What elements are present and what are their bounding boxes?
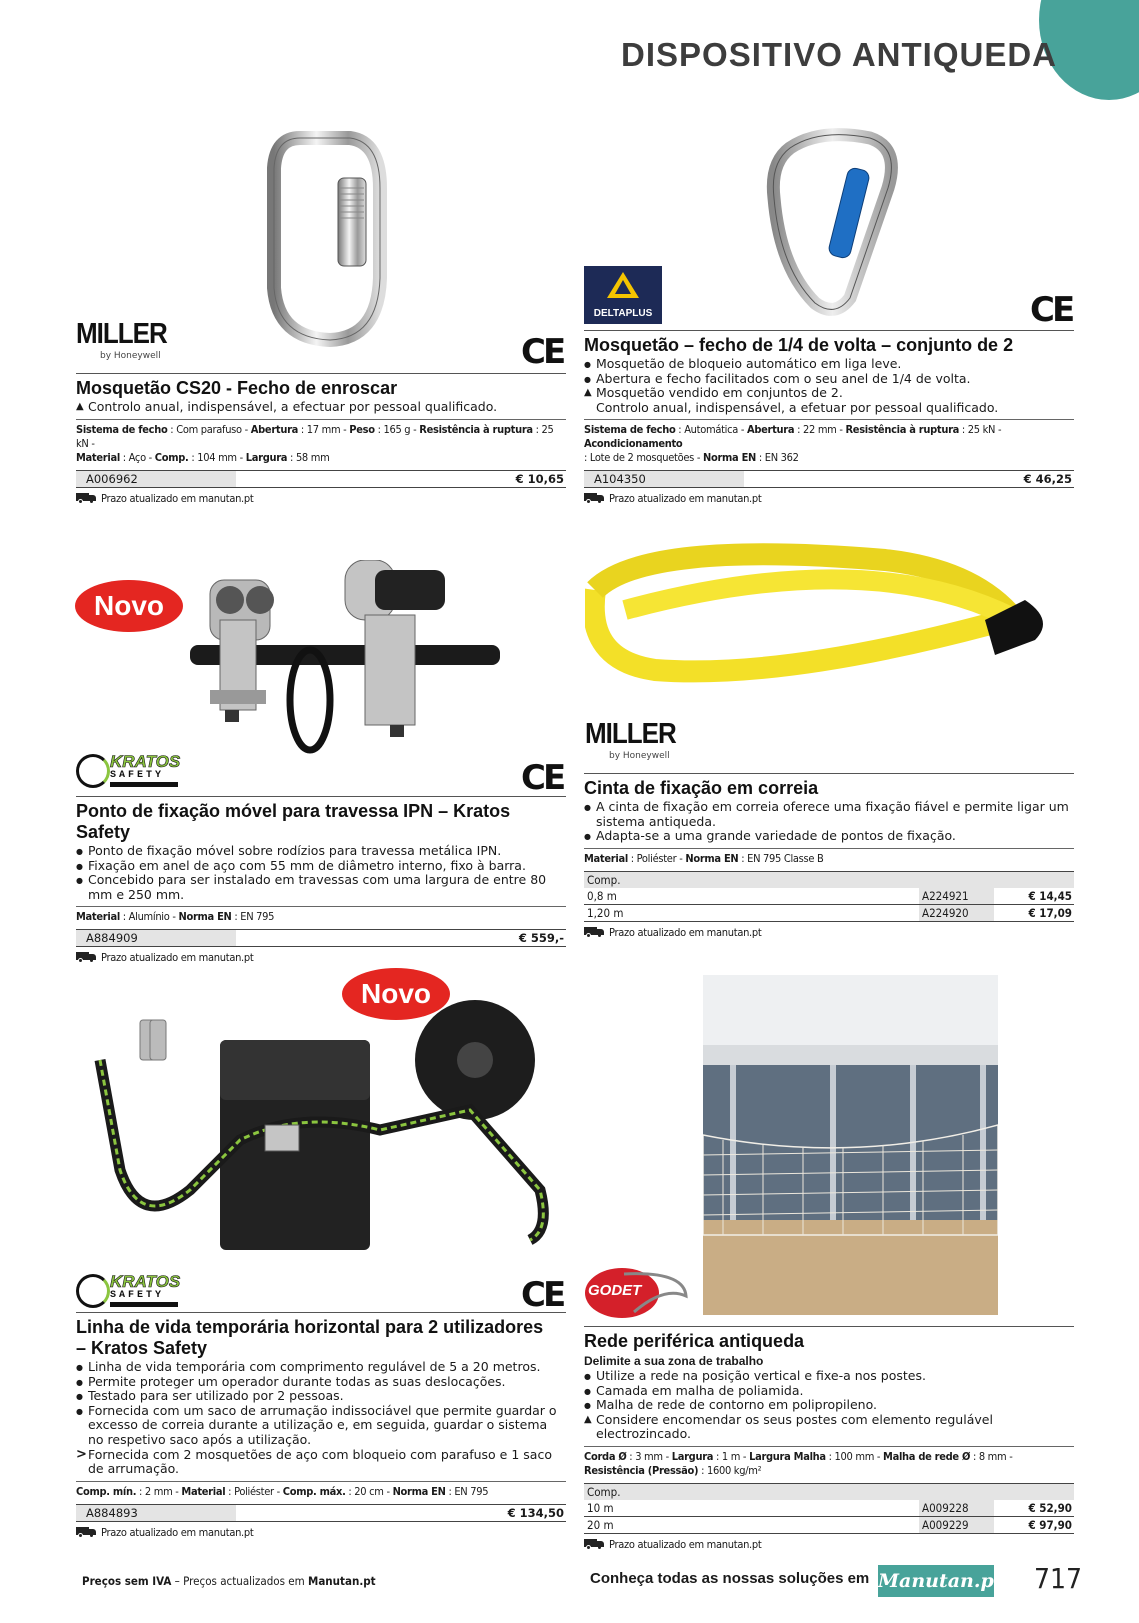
footer-cta: Conheça todas as nossas soluções em xyxy=(590,1570,870,1587)
footer-sep: – Preços actualizados em xyxy=(171,1574,309,1588)
bullet-item: ● Mosquetão de bloqueio automático em liga leve. xyxy=(584,357,1074,372)
product-card-cs20 xyxy=(76,373,566,505)
spec-value: Poliéster xyxy=(636,851,677,865)
spec-value: EN 362 xyxy=(764,451,799,465)
spec-key: Norma EN xyxy=(702,451,757,465)
variant-size: 20 m xyxy=(587,1517,614,1532)
delivery-truck-icon xyxy=(76,952,96,963)
delivery-truck-icon xyxy=(584,927,604,938)
spec-value: 8 mm xyxy=(978,1449,1007,1463)
spec-key: Sistema de fecho xyxy=(584,423,676,437)
bullet-item: ● Permite proteger um operador durante todas as suas deslocações. xyxy=(76,1375,566,1390)
product-title: Ponto de fixação móvel para travessa IPN – Kratos Safety xyxy=(76,801,511,842)
variant-table xyxy=(584,1483,1074,1534)
spec-value: 1 m xyxy=(721,1449,741,1463)
brand-logo-deltaplus xyxy=(584,266,662,324)
brand-logo-godet-text: GODET xyxy=(588,1282,642,1299)
variant-size: 1,20 m xyxy=(587,905,624,920)
bullet-item: ● Utilize a rede na posição vertical e fixe-a nos postes. xyxy=(584,1369,1074,1384)
brand-logo-deltaplus-text: DELTAPLUS xyxy=(593,308,653,319)
brand-logo-miller-text: MILLER xyxy=(585,716,676,750)
variant-reference[interactable]: A009229 xyxy=(919,1517,994,1533)
spec-value: EN 795 xyxy=(240,910,275,924)
product-specs: Material : Poliéster - Norma EN : EN 795 Classe B xyxy=(584,848,1074,866)
spec-key: Largura Malha xyxy=(749,1449,826,1463)
divider xyxy=(76,373,566,374)
product-title: Cinta de fixação em correia xyxy=(584,778,819,798)
brand-logo-miller-text: MILLER xyxy=(76,316,167,350)
shipping-text[interactable]: Prazo atualizado em manutan.pt xyxy=(609,925,762,939)
product-lead: Delimite a sua zona de trabalho xyxy=(584,1354,764,1368)
divider xyxy=(584,1326,1074,1327)
spec-value: 100 mm xyxy=(834,1449,875,1463)
spec-key: Peso xyxy=(349,422,375,436)
bullet-item: ● Adapta-se a uma grande variedade de pontos de fixação. xyxy=(584,829,1074,844)
variant-size: 10 m xyxy=(587,1500,614,1515)
brand-logo-kratos-safety: SAFETY xyxy=(110,770,165,781)
divider xyxy=(584,330,1074,331)
variant-row xyxy=(584,1517,1074,1534)
shipping-info xyxy=(76,492,566,505)
spec-key: Comp. máx. xyxy=(282,1484,346,1498)
spec-value: EN 795 xyxy=(454,1484,489,1498)
ce-mark-icon: CE xyxy=(521,332,564,372)
product-image-carabiner-cs20 xyxy=(260,128,400,350)
spec-key: Malha de rede Ø xyxy=(883,1449,971,1463)
spec-value: 104 mm xyxy=(197,450,237,464)
spec-value: 17 mm xyxy=(306,422,341,436)
spec-value: 2 mm xyxy=(144,1484,173,1498)
spec-value: Com parafuso xyxy=(176,422,242,436)
variant-table-header: Comp. xyxy=(584,1483,1074,1500)
product-card-quarter-turn xyxy=(584,330,1074,505)
shipping-info xyxy=(76,1526,566,1539)
product-specs: Sistema de fecho : Automática - Abertura : 22 mm - Resistência à ruptura : 25 kN - Acondicionamento : Lote de 2 mosquetões - Norma EN : EN 362 xyxy=(584,419,1074,465)
section-title: DISPOSITIVO ANTIQUEDA xyxy=(621,36,1057,73)
divider xyxy=(584,773,1074,774)
spec-value: 165 g xyxy=(383,422,411,436)
product-card-webbing-sling xyxy=(584,773,1074,939)
spec-key: Material xyxy=(584,851,628,865)
spec-key: Material xyxy=(76,450,120,464)
kratos-ring-icon xyxy=(76,1274,110,1308)
spec-value: Aço xyxy=(128,450,146,464)
product-reference[interactable]: A884909 xyxy=(76,930,236,946)
product-image-horizontal-lifeline-kit xyxy=(80,990,560,1280)
brand-logo-miller xyxy=(76,318,167,361)
footer-note xyxy=(82,1574,376,1588)
spec-value: 1600 kg/m² xyxy=(706,1463,762,1477)
product-bullets xyxy=(584,1369,1074,1442)
product-card-lifeline xyxy=(76,1312,566,1539)
bullet-item: ● Testado para ser utilizado por 2 pessoas. xyxy=(76,1389,566,1404)
page-number: 717 xyxy=(1034,1562,1083,1595)
shipping-text[interactable]: Prazo atualizado em manutan.pt xyxy=(101,1525,254,1539)
shipping-text[interactable]: Prazo atualizado em manutan.pt xyxy=(609,1537,762,1551)
ce-mark-icon: CE xyxy=(521,758,564,798)
bullet-item: ● Malha de rede de contorno em polipropileno. xyxy=(584,1398,1074,1413)
product-image-webbing-sling xyxy=(585,530,1065,700)
brand-logo-miller xyxy=(585,718,676,761)
product-bullets xyxy=(76,400,566,415)
shipping-info xyxy=(584,492,1074,505)
brand-logo-miller-by: by Honeywell xyxy=(100,351,161,361)
bullet-item: ▲ Mosquetão vendido em conjuntos de 2. xyxy=(584,386,1074,401)
bullet-item: ● A cinta de fixação em correia oferece uma fixação fiável e permite ligar um sistema antiqueda. xyxy=(584,800,1074,829)
spec-key: Largura xyxy=(671,1449,714,1463)
spec-key: Comp. mín. xyxy=(76,1484,137,1498)
product-price: € 46,25 xyxy=(1023,472,1072,487)
product-bullets xyxy=(584,800,1074,844)
brand-logo-kratos-text: KRATOS xyxy=(110,752,181,771)
brand-logo-miller-by: by Honeywell xyxy=(609,751,670,761)
brand-logo-kratos xyxy=(76,1272,186,1310)
product-specs: Material : Alumínio - Norma EN : EN 795 xyxy=(76,906,566,924)
brand-logo-godet xyxy=(584,1266,688,1320)
product-title: Mosquetão CS20 - Fecho de enroscar xyxy=(76,378,398,398)
brand-logo-kratos xyxy=(76,752,186,790)
spec-key: Material xyxy=(181,1484,226,1498)
spec-value: Alumínio xyxy=(128,910,170,924)
shipping-text[interactable]: Prazo atualizado em manutan.pt xyxy=(101,491,254,505)
novo-badge: Novo xyxy=(75,580,183,632)
spec-key: Material xyxy=(76,910,120,924)
spec-key: Abertura xyxy=(250,422,299,436)
variant-price: € 52,90 xyxy=(1028,1500,1072,1515)
spec-value: 20 cm xyxy=(354,1484,384,1498)
variant-reference[interactable]: A224920 xyxy=(919,905,994,921)
variant-reference[interactable]: A224921 xyxy=(919,888,994,904)
spec-key: Comp. xyxy=(154,450,189,464)
spec-key: Sistema de fecho xyxy=(76,422,168,436)
price-row xyxy=(76,470,566,488)
shipping-info xyxy=(584,926,1074,939)
variant-row xyxy=(584,1500,1074,1517)
product-specs: Sistema de fecho : Com parafuso - Abertura : 17 mm - Peso : 165 g - Resistência à ruptura : 25 kN - Material : Aço - Comp. : 104 mm - Largura : 58 mm xyxy=(76,419,566,465)
bullet-item: ● Ponto de fixação móvel sobre rodízios para travessa metálica IPN. xyxy=(76,844,566,859)
product-title: Mosquetão – fecho de 1/4 de volta – conjunto de 2 xyxy=(584,335,1014,355)
shipping-text[interactable]: Prazo atualizado em manutan.pt xyxy=(609,492,762,506)
spec-key: Norma EN xyxy=(178,910,232,924)
ce-mark-icon: CE xyxy=(1030,290,1073,330)
product-bullets xyxy=(76,1360,566,1477)
divider xyxy=(76,796,566,797)
price-row xyxy=(76,929,566,947)
bullet-item: ● Fornecida com um saco de arrumação indissociável que permite guardar o excesso de correia durante a utilização e, em seguida, guardar o sistema no respetivo saco após a utilização. xyxy=(76,1404,566,1448)
bullet-item: ● Concebido para ser instalado em travessas com uma largura de entre 80 mm e 250 mm. xyxy=(76,873,566,902)
deltaplus-triangle-icon xyxy=(584,266,662,306)
product-specs: Comp. mín. : 2 mm - Material : Poliéster - Comp. máx. : 20 cm - Norma EN : EN 795 xyxy=(76,1481,566,1499)
divider xyxy=(76,1312,566,1313)
product-reference[interactable]: A884893 xyxy=(76,1505,236,1521)
variant-table-header: Comp. xyxy=(584,871,1074,888)
bullet-item: ▲ Controlo anual, indispensável, a efectuar por pessoal qualificado. xyxy=(76,400,566,415)
bullet-item: ● Camada em malha de poliamida. xyxy=(584,1384,1074,1399)
ce-mark-icon: CE xyxy=(521,1275,564,1315)
product-image-perimeter-net xyxy=(703,975,998,1315)
kratos-ring-icon xyxy=(76,754,110,788)
spec-key: Resistência (Pressão) xyxy=(584,1463,699,1477)
spec-value: 3 mm xyxy=(635,1449,663,1463)
spec-key: Resistência à ruptura xyxy=(845,423,960,437)
spec-value: 58 mm xyxy=(295,450,330,464)
product-card-beam-anchor xyxy=(76,796,566,964)
spec-key: Abertura xyxy=(746,423,795,437)
spec-key: Resistência à ruptura xyxy=(419,422,533,436)
bullet-item: ● Abertura e fecho facilitados com o seu anel de 1/4 de volta. xyxy=(584,372,1074,387)
footer-vat-note: Preços sem IVA xyxy=(82,1574,172,1588)
spec-key: Acondicionamento xyxy=(584,437,683,451)
kratos-underline xyxy=(110,782,178,787)
spec-value: Automática xyxy=(684,423,739,437)
product-card-perimeter-net xyxy=(584,1326,1074,1551)
bullet-item: ● Fixação em anel de aço com 55 mm de diâmetro interno, fixo à barra. xyxy=(76,859,566,874)
spec-key: Corda Ø xyxy=(584,1449,627,1463)
spec-value: 25 kN xyxy=(76,422,554,450)
brand-logo-kratos-safety: SAFETY xyxy=(110,1290,165,1301)
shipping-info xyxy=(76,951,566,964)
spec-key: Norma EN xyxy=(685,851,739,865)
product-image-carabiner-quarter-turn xyxy=(760,128,900,316)
delivery-truck-icon xyxy=(76,493,96,504)
product-bullets xyxy=(584,357,1074,415)
bullet-item: > Fornecida com 2 mosquetões de aço com bloqueio com parafuso e 1 saco de arrumação. xyxy=(76,1448,566,1477)
product-image-beam-trolley xyxy=(190,560,530,760)
variant-price: € 14,45 xyxy=(1028,888,1072,903)
variant-size: 0,8 m xyxy=(587,888,617,903)
variant-reference[interactable]: A009228 xyxy=(919,1500,994,1516)
product-bullets xyxy=(76,844,566,902)
delivery-truck-icon xyxy=(584,1539,604,1550)
bullet-item-continued: Controlo anual, indispensável, a efetuar por pessoal qualificado. xyxy=(596,399,999,415)
shipping-text[interactable]: Prazo atualizado em manutan.pt xyxy=(101,951,254,965)
delivery-truck-icon xyxy=(584,493,604,504)
spec-key: Largura xyxy=(245,450,288,464)
footer-site-link[interactable]: Manutan.pt xyxy=(308,1574,376,1588)
product-reference[interactable]: A104350 xyxy=(584,471,744,487)
spec-value: 25 kN xyxy=(967,423,996,437)
delivery-truck-icon xyxy=(76,1527,96,1538)
product-reference[interactable]: A006962 xyxy=(76,471,236,487)
novo-badge: Novo xyxy=(342,968,450,1020)
spec-key: Norma EN xyxy=(392,1484,446,1498)
variant-price: € 97,90 xyxy=(1028,1517,1072,1532)
product-price: € 559,- xyxy=(518,931,564,946)
product-price: € 10,65 xyxy=(515,471,564,486)
product-title: Linha de vida temporária horizontal para 2 utilizadores – Kratos Safety xyxy=(76,1317,544,1358)
brand-logo-kratos-text: KRATOS xyxy=(110,1272,181,1291)
spec-value: EN 795 Classe B xyxy=(747,851,824,865)
spec-value: Lote de 2 mosquetões xyxy=(589,451,695,465)
product-title: Rede periférica antiqueda xyxy=(584,1331,805,1351)
kratos-underline xyxy=(110,1302,178,1307)
shipping-info xyxy=(584,1538,1074,1551)
price-row xyxy=(584,470,1074,488)
variant-row xyxy=(584,905,1074,922)
spec-value: Poliéster xyxy=(234,1484,274,1498)
spec-value: 22 mm xyxy=(803,423,837,437)
variant-price: € 17,09 xyxy=(1028,905,1072,920)
manutan-logo[interactable]: Manutan.pt xyxy=(878,1565,994,1597)
product-price: € 134,50 xyxy=(507,1505,564,1520)
price-row xyxy=(76,1504,566,1522)
bullet-item: ▲ Considere encomendar os seus postes com elemento regulável electrozincado. xyxy=(584,1413,1074,1442)
variant-table xyxy=(584,871,1074,922)
variant-row xyxy=(584,888,1074,905)
product-specs: Corda Ø : 3 mm - Largura : 1 m - Largura Malha : 100 mm - Malha de rede Ø : 8 mm - Resistência (Pressão) : 1600 kg/m² xyxy=(584,1446,1074,1478)
bullet-item: ● Linha de vida temporária com comprimento regulável de 5 a 20 metros. xyxy=(76,1360,566,1375)
